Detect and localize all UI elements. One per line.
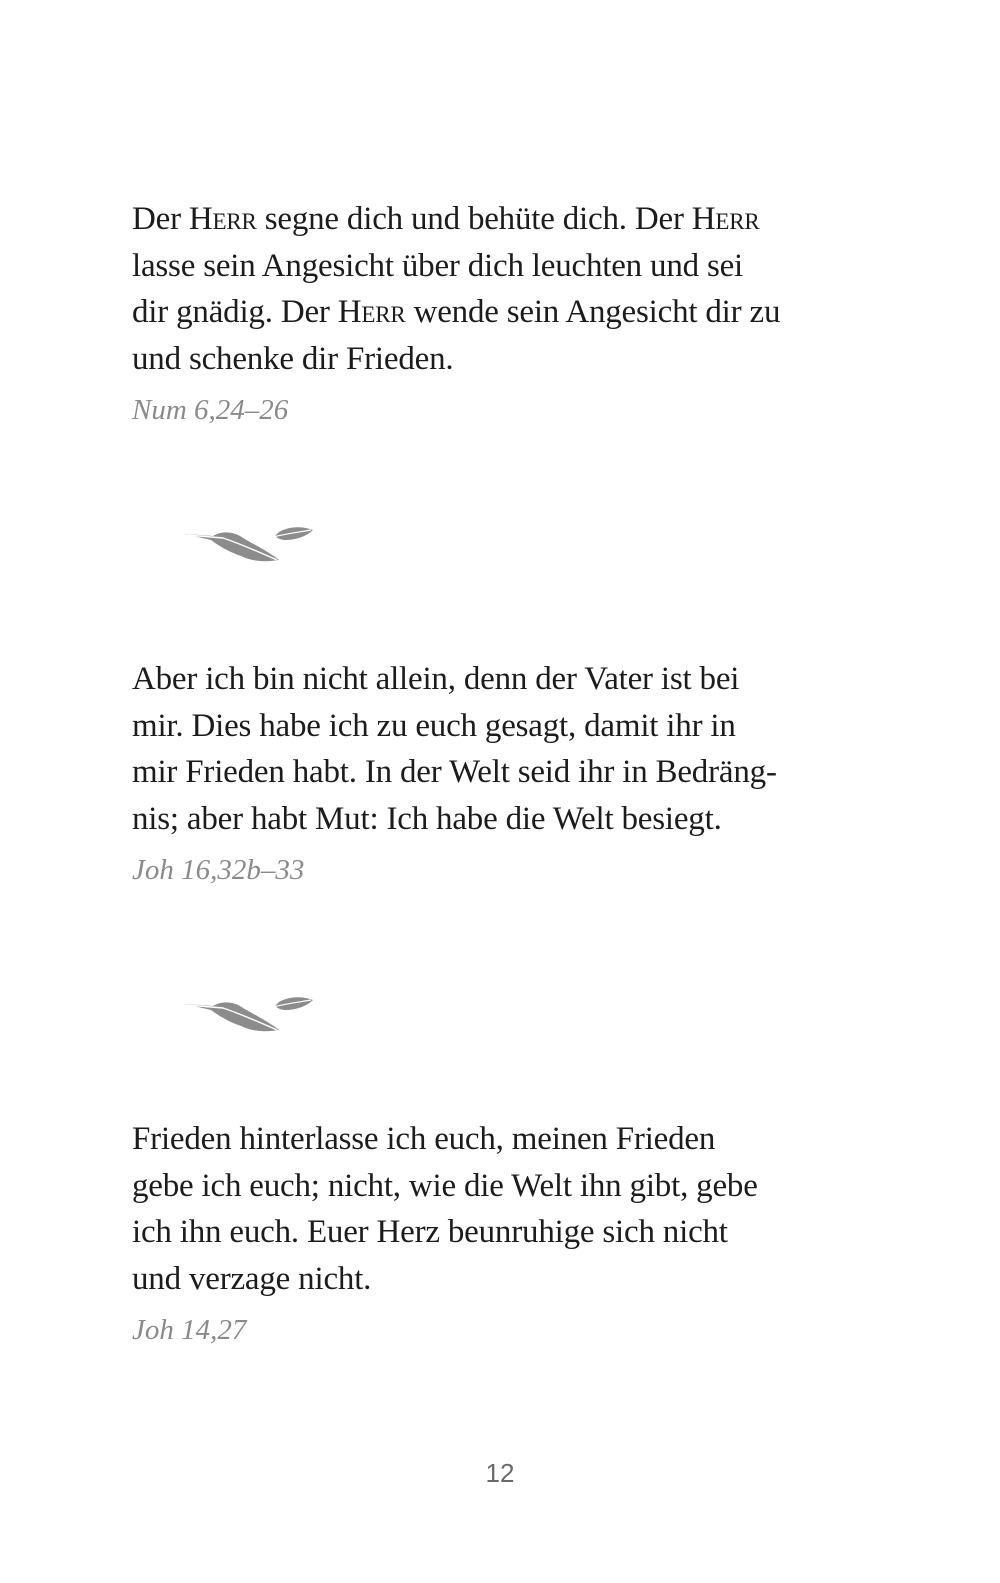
text-run: segne dich und behüte dich. Der [256, 201, 692, 237]
divine-name: Herr [691, 201, 760, 237]
page-number: 12 [485, 1458, 515, 1488]
feather-icon [183, 994, 315, 1038]
verse-line: ich ihn euch. Euer Herz beunruhige sich nicht [132, 1214, 728, 1250]
verse-line: Frieden hinterlasse ich euch, meinen Frieden [132, 1121, 716, 1157]
divine-name: Herr [188, 201, 257, 237]
verse-line: gebe ich euch; nicht, wie die Welt ihn gibt, gebe [132, 1167, 758, 1204]
verse-line: und schenke dir Frieden. [132, 340, 454, 377]
bible-reference: Num 6,24–26 [132, 394, 289, 426]
bible-reference: Joh 14,27 [132, 1314, 247, 1346]
verse-line: nis; aber habt Mut: Ich habe die Welt besiegt. [132, 800, 722, 837]
verse-text [132, 1116, 832, 1302]
text-run: wende sein Angesicht dir zu [405, 294, 781, 330]
verse-line: Aber ich bin nicht allein, denn der Vater ist bei [132, 661, 740, 697]
feather-icon [183, 524, 315, 568]
verse-line: lasse sein Angesicht über dich leuchten und sei [132, 247, 744, 284]
verse-line: und verzage nicht. [132, 1260, 372, 1297]
text-run: Der [132, 201, 189, 237]
verse-block-2 [132, 656, 832, 887]
verse-text [132, 656, 832, 842]
divine-name: Herr [337, 294, 406, 330]
verse-block-3 [132, 1116, 832, 1347]
verse-block-1 [132, 196, 832, 427]
bible-reference: Joh 16,32b–33 [132, 854, 305, 886]
text-run: dir gnädig. Der [132, 294, 338, 330]
verse-text [132, 196, 832, 382]
verse-line: mir. Dies habe ich zu euch gesagt, damit ihr in [132, 707, 736, 744]
verse-line [132, 289, 832, 336]
verse-line: mir Frieden habt. In der Welt seid ihr in Bedräng- [132, 754, 777, 790]
verse-line [132, 196, 832, 243]
